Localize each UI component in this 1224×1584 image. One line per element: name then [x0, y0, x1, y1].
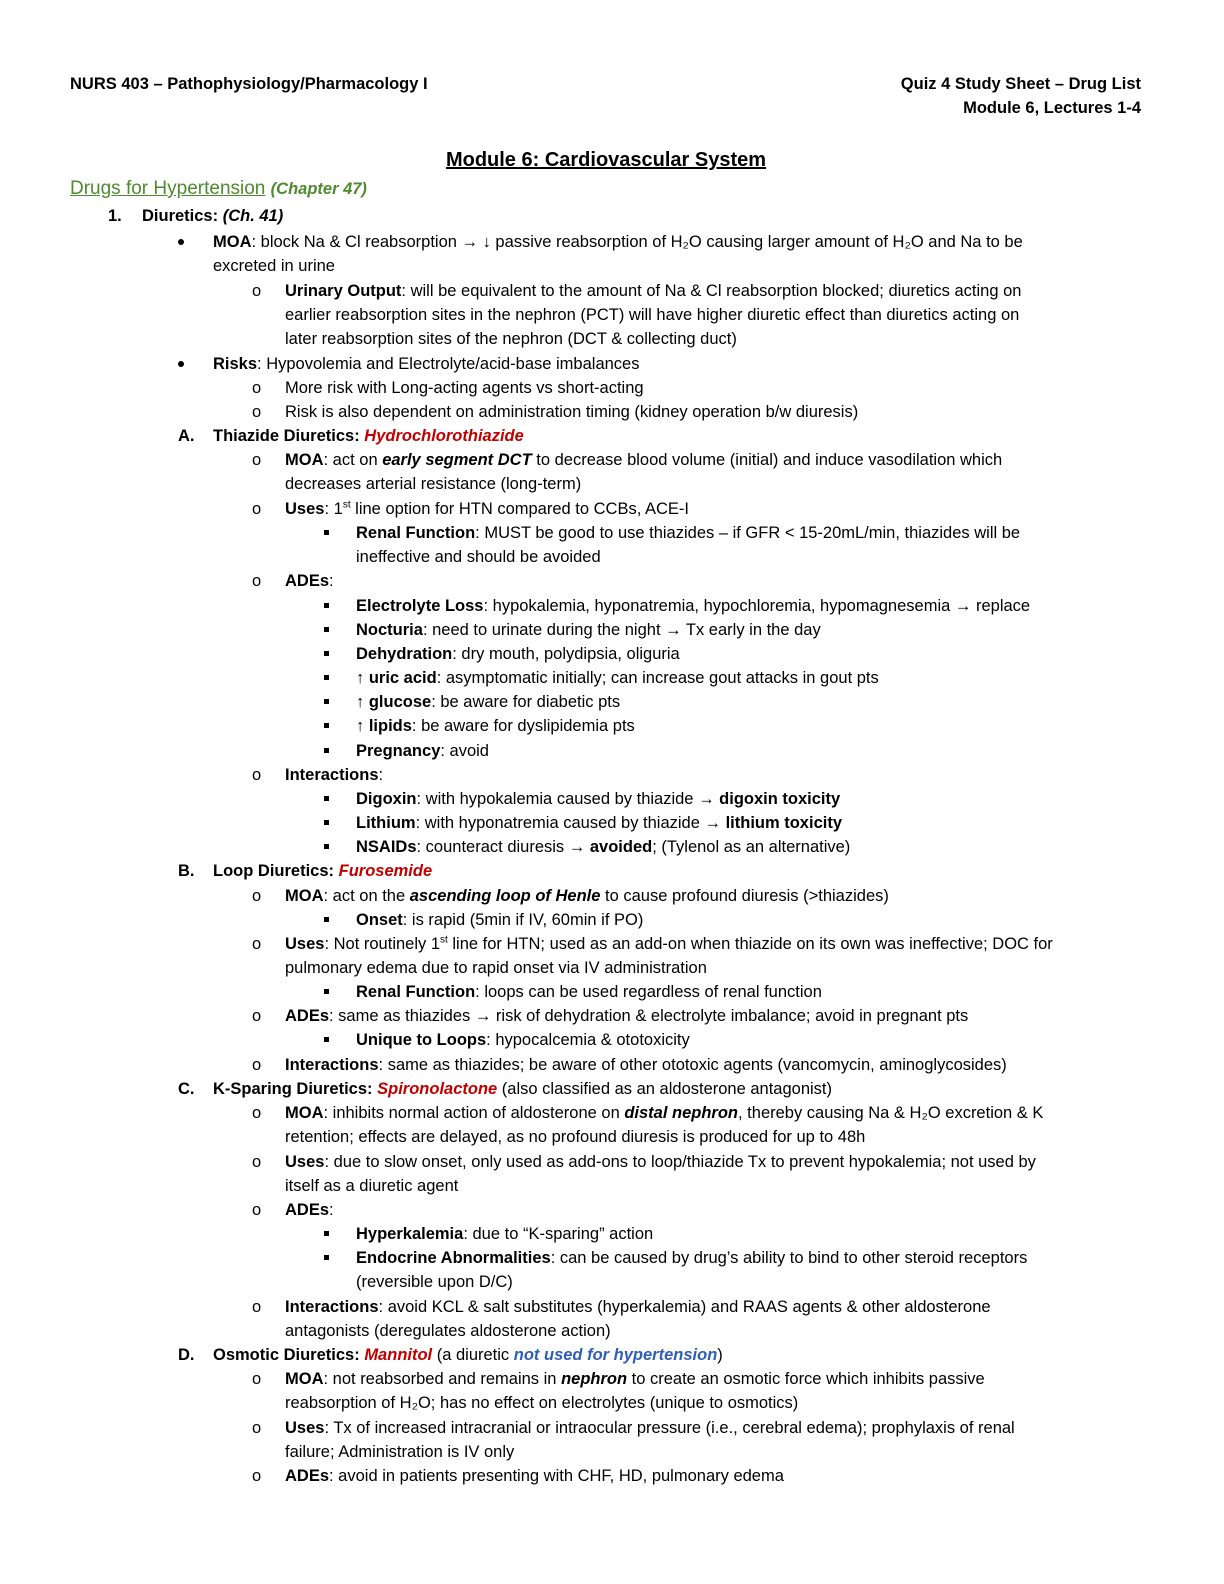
circle-bullet-icon: o: [252, 403, 262, 421]
ksparing-ades-heading: [285, 1199, 334, 1221]
text: : act on the: [323, 887, 410, 905]
text: : with hypokalemia caused by thiazide →: [416, 790, 720, 808]
ksparing-heading: K-Sparing Diuretics: Spironolactone (also classified as an aldosterone antagonist): [213, 1080, 832, 1098]
text: : same as thiazides → risk of dehydration & electrolyte imbalance; avoid in pregnant pts: [329, 1007, 969, 1025]
diuretics-chapter: (Ch. 41): [222, 207, 284, 225]
course-title: NURS 403 – Pathophysiology/Pharmacology I: [70, 75, 428, 93]
ksparing-hyperkalemia: [356, 1223, 653, 1245]
text: : be aware for dyslipidemia pts: [411, 717, 635, 735]
text: : inhibits normal action of aldosterone on: [323, 1104, 625, 1122]
label: Uses: [285, 935, 325, 953]
text: to cause profound diuresis (>thiazides): [600, 887, 889, 905]
label: MOA: [285, 451, 324, 469]
circle-bullet-icon: o: [252, 1201, 262, 1219]
circle-bullet-icon: o: [252, 572, 262, 590]
text: : will be equivalent to the amount of Na & Cl reabsorption blocked; diuretics acting on: [401, 282, 1022, 300]
text: : MUST be good to use thiazides – if GFR < 15-20mL/min, thiazides will be: [475, 524, 1021, 542]
tail-text: ; (Tylenol as an alternative): [652, 838, 851, 856]
circle-bullet-icon: o: [252, 282, 262, 300]
bold-text: lithium toxicity: [725, 814, 843, 832]
text: : avoid in patients presenting with CHF, HD, pulmonary edema: [329, 1467, 784, 1485]
ksparing-moa: [285, 1102, 1043, 1124]
square-bullet-icon: [324, 675, 329, 680]
urinary-output-cont-2: later reabsorption sites of the nephron (DCT & collecting duct): [285, 330, 737, 348]
ksparing-endocrine: [356, 1247, 1027, 1269]
ade-item: [356, 740, 489, 762]
circle-bullet-icon: o: [252, 1007, 262, 1025]
square-bullet-icon: [324, 917, 329, 922]
bold-text: avoided: [589, 838, 653, 856]
text: : with hyponatremia caused by thiazide →: [415, 814, 726, 832]
urinary-output: [285, 280, 1021, 302]
superscript: st: [440, 934, 448, 946]
loop-uses-cont: pulmonary edema due to rapid onset via IV administration: [285, 959, 707, 977]
bullet-icon: [178, 239, 184, 245]
label: NSAIDs: [356, 838, 417, 856]
square-bullet-icon: [324, 820, 329, 825]
interaction-item: [356, 788, 840, 810]
thiazide-uses: [285, 498, 689, 520]
square-bullet-icon: [324, 723, 329, 728]
text: : asymptomatic initially; can increase gout attacks in gout pts: [436, 669, 879, 687]
ade-item: [356, 667, 879, 689]
note: ): [717, 1346, 723, 1364]
list-letter: D.: [178, 1346, 195, 1364]
osmotic-moa: [285, 1368, 985, 1390]
diuretics-label: Diuretics: [142, 207, 213, 225]
section-chapter: (Chapter 47): [270, 180, 367, 198]
text: : due to slow onset, only used as add-ons to loop/thiazide Tx to prevent hypokalemia; not used by: [324, 1153, 1036, 1171]
ade-item: [356, 595, 1030, 617]
loop-unique: [356, 1029, 690, 1051]
text: : counteract diuresis →: [416, 838, 590, 856]
square-bullet-icon: [324, 603, 329, 608]
circle-bullet-icon: o: [252, 1056, 262, 1074]
loop-renal: [356, 981, 822, 1003]
note: (a diuretic: [432, 1346, 514, 1364]
emphasis: ascending loop of Henle: [409, 887, 601, 905]
text: : be aware for diabetic pts: [431, 693, 621, 711]
text: :: [329, 1201, 334, 1219]
text: , thereby causing Na & H₂O excretion & K: [738, 1104, 1044, 1122]
label: Renal Function: [356, 983, 476, 1001]
circle-bullet-icon: o: [252, 935, 262, 953]
list-letter: C.: [178, 1080, 195, 1098]
drug-name: Mannitol: [364, 1346, 433, 1364]
thiazide-renal-cont: ineffective and should be avoided: [356, 548, 601, 566]
circle-bullet-icon: o: [252, 1104, 262, 1122]
text: : avoid KCL & salt substitutes (hyperkalemia) and RAAS agents & other aldosterone: [378, 1298, 991, 1316]
text: : avoid: [440, 742, 489, 760]
drug-name: Hydrochlorothiazide: [364, 427, 524, 445]
circle-bullet-icon: o: [252, 500, 262, 518]
label: Hyperkalemia: [356, 1225, 464, 1243]
diuretics-heading: Diuretics: (Ch. 41): [142, 207, 284, 225]
ksparing-uses: [285, 1151, 1036, 1173]
text: : 1: [324, 500, 343, 518]
square-bullet-icon: [324, 699, 329, 704]
label: Unique to Loops: [356, 1031, 487, 1049]
label: MOA: [285, 1370, 324, 1388]
label: Endocrine Abnormalities: [356, 1249, 551, 1267]
list-letter: A.: [178, 427, 195, 445]
risk-item: More risk with Long-acting agents vs short-acting: [285, 379, 644, 397]
square-bullet-icon: [324, 989, 329, 994]
text: : Not routinely 1: [324, 935, 441, 953]
circle-bullet-icon: o: [252, 1419, 262, 1437]
label: Osmotic Diuretics: [213, 1346, 355, 1364]
label: Uses: [285, 500, 325, 518]
emphasis: distal nephron: [624, 1104, 739, 1122]
osmotic-heading: Osmotic Diuretics: Mannitol (a diuretic not used for hypertension): [213, 1346, 723, 1364]
loop-ades: [285, 1005, 968, 1027]
text: : block Na & Cl reabsorption → ↓ passive reabsorption of H₂O causing larger amount of H₂O and Na to be: [251, 233, 1023, 251]
square-bullet-icon: [324, 1231, 329, 1236]
label: Risks: [213, 355, 258, 373]
circle-bullet-icon: o: [252, 887, 262, 905]
ksparing-interactions: [285, 1296, 991, 1318]
square-bullet-icon: [324, 748, 329, 753]
note-emphasis: not used for hypertension: [513, 1346, 718, 1364]
label: Digoxin: [356, 790, 417, 808]
label: Lithium: [356, 814, 416, 832]
loop-heading: Loop Diuretics: Furosemide: [213, 862, 433, 880]
text: : Hypovolemia and Electrolyte/acid-base imbalances: [257, 355, 640, 373]
thiazide-moa-cont: decreases arterial resistance (long-term): [285, 475, 582, 493]
text: : loops can be used regardless of renal function: [475, 983, 822, 1001]
thiazide-renal: [356, 522, 1020, 544]
interaction-item: [356, 836, 850, 858]
circle-bullet-icon: o: [252, 1298, 262, 1316]
note: (also classified as an aldosterone antagonist): [497, 1080, 832, 1098]
square-bullet-icon: [324, 627, 329, 632]
emphasis: nephron: [561, 1370, 628, 1388]
text: : dry mouth, polydipsia, oliguria: [452, 645, 680, 663]
module-reference: Module 6, Lectures 1-4: [963, 99, 1141, 117]
circle-bullet-icon: o: [252, 451, 262, 469]
thiazide-heading: Thiazide Diuretics: Hydrochlorothiazide: [213, 427, 524, 445]
loop-interactions: [285, 1054, 1007, 1076]
page-title: Module 6: Cardiovascular System: [445, 149, 767, 171]
thiazide-interactions-heading: [285, 764, 383, 786]
label: ADEs: [285, 1201, 330, 1219]
square-bullet-icon: [324, 796, 329, 801]
section-heading-text: Drugs for Hypertension: [70, 178, 266, 199]
label: ↑ glucose: [356, 693, 432, 711]
ade-item: [356, 643, 680, 665]
label: Dehydration: [356, 645, 453, 663]
label: Electrolyte Loss: [356, 597, 484, 615]
emphasis: early segment DCT: [382, 451, 532, 469]
circle-bullet-icon: o: [252, 1467, 262, 1485]
ksparing-endocrine-cont: (reversible upon D/C): [356, 1273, 513, 1291]
label: Interactions: [285, 1056, 379, 1074]
label: Uses: [285, 1419, 325, 1437]
bold-text: digoxin toxicity: [719, 790, 841, 808]
square-bullet-icon: [324, 844, 329, 849]
osmotic-ades: [285, 1465, 784, 1487]
label: ADEs: [285, 1467, 330, 1485]
osmotic-moa-cont: reabsorption of H₂O; has no effect on electrolytes (unique to osmotics): [285, 1394, 799, 1412]
urinary-output-cont-1: earlier reabsorption sites in the nephron (PCT) will have higher diuretic effect than diuretics acting on: [285, 306, 1020, 324]
loop-onset: [356, 909, 643, 931]
square-bullet-icon: [324, 651, 329, 656]
superscript: st: [342, 499, 351, 511]
bullet-icon: [178, 361, 184, 367]
label: ↑ lipids: [356, 717, 412, 735]
loop-uses: [285, 933, 1053, 955]
diuretics-moa: [213, 231, 1023, 253]
square-bullet-icon: [324, 530, 329, 535]
text: : due to “K-sparing” action: [463, 1225, 654, 1243]
label: Renal Function: [356, 524, 476, 542]
list-number: 1.: [108, 207, 122, 225]
quiz-title: Quiz 4 Study Sheet – Drug List: [900, 75, 1141, 93]
ksparing-moa-cont: retention; effects are delayed, as no profound diuresis is produced for up to 48h: [285, 1128, 866, 1146]
text: : need to urinate during the night → Tx early in the day: [422, 621, 821, 639]
square-bullet-icon: [324, 1037, 329, 1042]
label: Uses: [285, 1153, 325, 1171]
text: : not reabsorbed and remains in: [323, 1370, 562, 1388]
label: Thiazide Diuretics: [213, 427, 355, 445]
label: Urinary Output: [285, 282, 402, 300]
interaction-item: [356, 812, 842, 834]
label: Nocturia: [356, 621, 423, 639]
ksparing-uses-cont: itself as a diuretic agent: [285, 1177, 459, 1195]
osmotic-uses-cont: failure; Administration is IV only: [285, 1443, 515, 1461]
text: : hypocalcemia & ototoxicity: [486, 1031, 690, 1049]
text: line option for HTN compared to CCBs, ACE-I: [350, 500, 689, 518]
thiazide-ades-heading: [285, 570, 334, 592]
text: : act on: [323, 451, 383, 469]
label: MOA: [285, 887, 324, 905]
risk-item: Risk is also dependent on administration timing (kidney operation b/w diuresis): [285, 403, 859, 421]
section-heading: [70, 178, 367, 200]
text: :: [378, 766, 384, 784]
thiazide-moa: [285, 449, 1002, 471]
list-letter: B.: [178, 862, 195, 880]
diuretics-moa-cont: excreted in urine: [213, 257, 335, 275]
square-bullet-icon: [324, 1255, 329, 1260]
label: Loop Diuretics: [213, 862, 329, 880]
text: : Tx of increased intracranial or intraocular pressure (i.e., cerebral edema); prophylaxis of renal: [324, 1419, 1015, 1437]
drug-name: Spironolactone: [377, 1080, 498, 1098]
label: ADEs: [285, 1007, 330, 1025]
text: :: [329, 572, 334, 590]
circle-bullet-icon: o: [252, 766, 262, 784]
loop-moa: [285, 885, 889, 907]
text: to create an osmotic force which inhibits passive: [627, 1370, 985, 1388]
label: ↑ uric acid: [356, 669, 437, 687]
ksparing-interactions-cont: antagonists (deregulates aldosterone action): [285, 1322, 611, 1340]
text: : can be caused by drug’s ability to bind to other steroid receptors: [550, 1249, 1028, 1267]
label: Interactions: [285, 1298, 379, 1316]
diuretics-risks: [213, 353, 639, 375]
label: Pregnancy: [356, 742, 441, 760]
ade-item: [356, 619, 821, 641]
osmotic-uses: [285, 1417, 1015, 1439]
label: Onset: [356, 911, 403, 929]
ade-item: [356, 691, 620, 713]
circle-bullet-icon: o: [252, 1153, 262, 1171]
ade-item: [356, 715, 635, 737]
label: K-Sparing Diuretics: [213, 1080, 368, 1098]
text: line for HTN; used as an add-on when thiazide on its own was ineffective; DOC for: [447, 935, 1053, 953]
text: : hypokalemia, hyponatremia, hypochloremia, hypomagnesemia → replace: [483, 597, 1031, 615]
circle-bullet-icon: o: [252, 379, 262, 397]
circle-bullet-icon: o: [252, 1370, 262, 1388]
text: to decrease blood volume (initial) and induce vasodilation which: [531, 451, 1003, 469]
label: MOA: [213, 233, 252, 251]
label: ADEs: [285, 572, 330, 590]
drug-name: Furosemide: [338, 862, 433, 880]
text: : is rapid (5min if IV, 60min if PO): [402, 911, 644, 929]
label: MOA: [285, 1104, 324, 1122]
text: : same as thiazides; be aware of other ototoxic agents (vancomycin, aminoglycosides): [378, 1056, 1007, 1074]
label: Interactions: [285, 766, 379, 784]
